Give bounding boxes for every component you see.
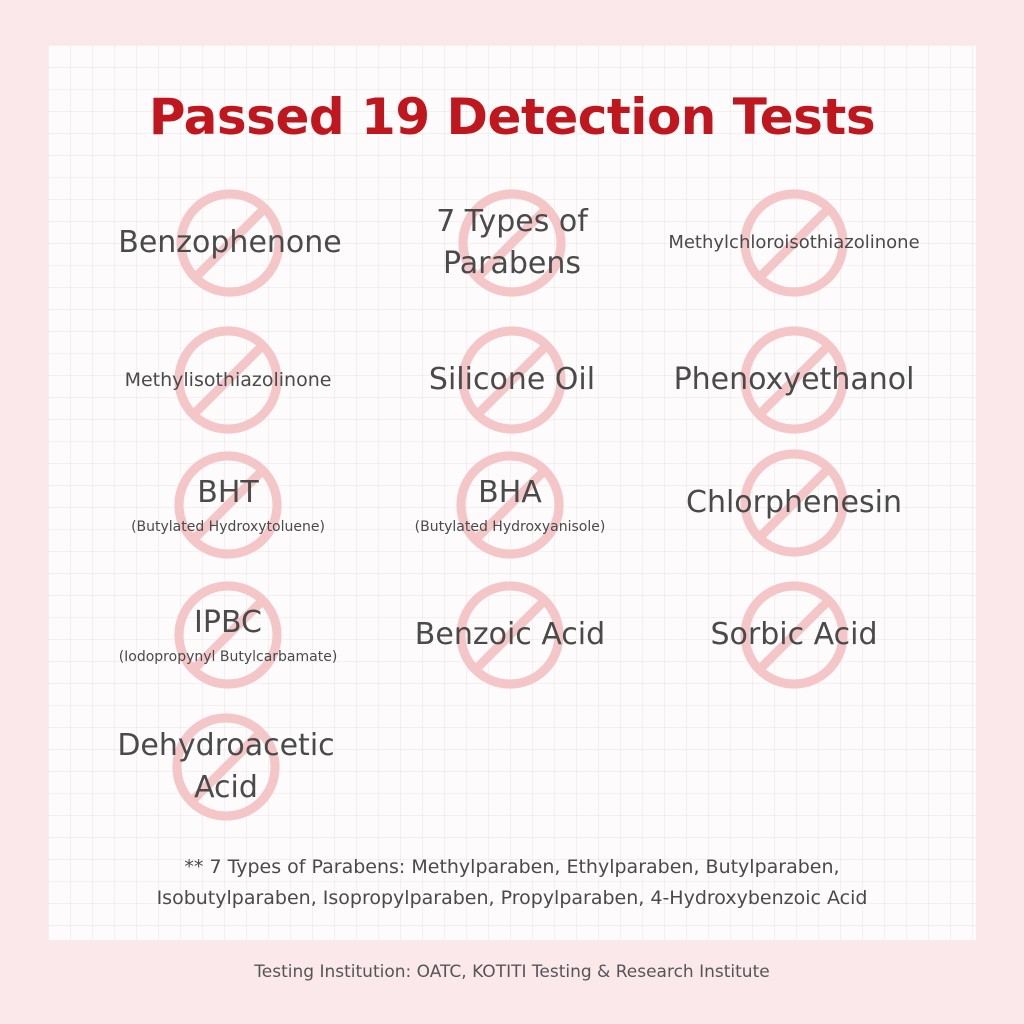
test-item-benzoic-acid: [360, 550, 660, 720]
parabens-footnote: [0, 852, 1024, 914]
footnote-line-2: Isobutylparaben, Isopropylparaben, Propylparaben, 4-Hydroxybenzoic Acid: [156, 887, 868, 909]
testing-institution: Testing Institution: OATC, KOTITI Testing & Research Institute: [254, 962, 770, 982]
item-name-line-2: Acid: [194, 770, 258, 805]
test-item-dehydroacetic-acid: [76, 682, 376, 852]
item-name: IPBC: [194, 605, 262, 640]
item-name: Benzoic Acid: [414, 617, 606, 652]
item-name: Silicone Oil: [428, 362, 596, 397]
footnote-line-1: ** 7 Types of Parabens: Methylparaben, Ethylparaben, Butylparaben,: [184, 856, 840, 878]
item-name: BHA: [478, 475, 542, 510]
item-name: Phenoxyethanol: [673, 362, 915, 397]
item-subtitle: (Iodopropynyl Butylcarbamate): [118, 649, 338, 665]
item-subtitle: (Butylated Hydroxyanisole): [414, 519, 606, 535]
item-subtitle: (Butylated Hydroxytoluene): [131, 519, 325, 535]
page-title: Passed 19 Detection Tests: [148, 88, 876, 146]
item-name-line-1: Dehydroacetic: [117, 728, 335, 763]
item-name: Methylisothiazolinone: [124, 369, 332, 391]
test-item-sorbic-acid: [644, 550, 944, 720]
item-name: Methylchloroisothiazolinone: [668, 232, 920, 253]
item-name-line-2: Parabens: [443, 246, 581, 281]
item-name: Sorbic Acid: [710, 617, 878, 652]
item-name: Chlorphenesin: [686, 485, 902, 520]
item-name-line-1: 7 Types of: [436, 204, 588, 239]
item-name: Benzophenone: [118, 225, 342, 260]
item-name: BHT: [197, 475, 259, 510]
